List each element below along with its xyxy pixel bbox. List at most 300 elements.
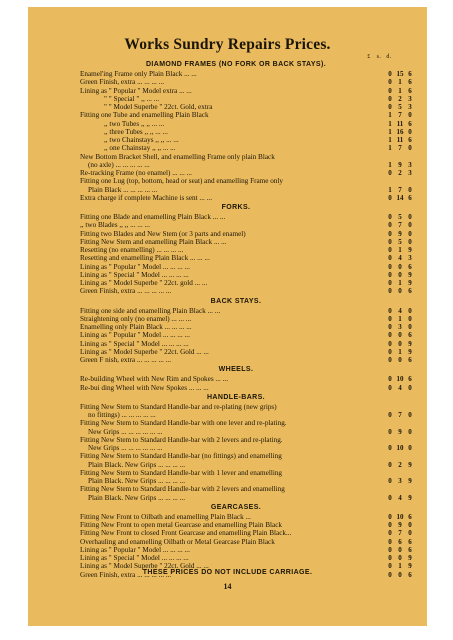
price-pence: 0 [408,185,412,194]
price-shillings: 4 [398,383,402,392]
price-pounds: 1 [388,136,392,144]
item-description: Lining as " Popular " Model ... ... ... ... [80,545,190,554]
catalog-page [28,7,427,626]
price-pence: 9 [408,477,412,485]
price-pounds: 1 [388,160,392,169]
item-description: Lining as " Popular " Model extra ... ... [80,86,192,95]
price-pounds: 1 [388,111,392,120]
price-shillings: 7 [398,111,402,120]
price-row [80,493,412,502]
price-shillings: 9 [398,160,402,169]
price-pounds: 0 [388,254,392,263]
price-pence: 3 [408,160,412,169]
price-pounds: 0 [388,529,392,538]
price-row [80,477,412,485]
price-row [80,119,412,128]
item-price [385,87,421,95]
price-row [80,127,412,136]
item-description: ,, one Chainstay ,, ,, ... ... [104,144,176,153]
price-pence: 0 [408,427,412,436]
price-pounds: 0 [388,477,392,485]
price-row [80,314,412,323]
price-shillings: 0 [398,339,402,348]
price-shillings: 2 [398,94,402,103]
item-price [385,161,421,169]
price-row [80,153,392,161]
price-shillings: 1 [398,279,402,287]
price-shillings: 11 [396,136,404,144]
item-price [385,263,421,271]
price-shillings: 11 [396,119,404,128]
price-row [80,403,392,411]
price-pounds: 0 [388,237,392,246]
item-price [385,186,421,194]
price-pounds: 0 [388,347,392,356]
price-pence: 0 [408,127,412,136]
price-shillings: 5 [398,237,402,246]
section-heading: WHEELS. [218,366,254,374]
item-description: Green Finish, extra ... ... ... ... [80,78,165,87]
price-pence: 6 [408,262,412,271]
price-pence: 6 [408,356,412,364]
item-description: New Bottom Bracket Shell, and enamelling Frame only plain Black [80,152,275,161]
price-row [80,86,412,95]
item-price [385,271,421,279]
price-shillings: 5 [398,103,402,111]
price-row [80,512,412,521]
price-row [80,221,412,230]
pounds-header: £ [367,54,371,60]
price-pounds: 0 [388,375,392,384]
item-description: New Grips ... ... ... ... ... ... [88,444,163,452]
item-description: Green Finish, extra ... ... ... ... ... [80,287,172,296]
item-description: Lining as " Special " Model ... ... ... ... [80,339,189,348]
price-pounds: 0 [388,545,392,554]
item-description: Fitting New Stem to Standard Handle-bar with 1 lever and enamelling [80,468,283,477]
item-description: Fitting one Lug (top, bottom, head or seat) and enamelling Frame only [80,177,284,186]
price-shillings: 2 [398,460,402,469]
price-shillings: 1 [398,562,402,571]
price-row [80,331,412,340]
price-row [80,436,392,444]
item-price [385,356,421,364]
price-pounds: 0 [388,78,392,87]
item-price [385,287,421,295]
item-description: ,, two Blades ,, ,, ... ... ... [80,221,150,230]
item-description: New Grips ... ... ... ... ... ... [88,427,163,436]
price-pence: 9 [408,554,412,562]
price-row [80,537,412,546]
price-pounds: 0 [388,512,392,521]
item-price [385,546,421,554]
price-pounds: 0 [388,287,392,296]
price-row [80,521,412,529]
price-row [80,411,412,419]
price-pounds: 0 [388,262,392,271]
item-description: " " Special " ,, ... ... [104,94,160,103]
item-price [385,136,421,144]
price-row [80,185,412,194]
price-shillings: 7 [398,529,402,538]
item-description: Re-building Wheel with New Rim and Spokes ... ... [80,375,228,384]
item-price [385,230,421,238]
price-pence: 9 [408,460,412,469]
item-description: Green Finish, extra ... ... ... ... ... [80,570,172,579]
price-pence: 0 [408,411,412,419]
price-row [80,160,412,169]
price-row [80,70,412,78]
item-description: Fitting New Stem to Standard Handle-bar with 2 levers and re-plating. [80,435,283,444]
price-pounds: 0 [388,427,392,436]
item-price [385,323,421,331]
item-price [385,494,421,502]
item-price [385,384,421,392]
price-row [80,270,412,279]
price-pounds: 0 [388,314,392,323]
section-heading: GEARCASES. [210,503,262,511]
section-heading: FORKS. [221,204,251,211]
item-price [385,279,421,287]
price-pence: 6 [408,512,412,521]
item-price [385,307,421,315]
price-pounds: 0 [388,70,392,78]
price-row [80,469,392,477]
price-pence: 6 [408,331,412,340]
price-pounds: 0 [388,383,392,392]
price-pence: 0 [408,111,412,120]
item-description: Fitting two Blades and New Stem (or 3 parts and enamel) [80,229,246,238]
price-pence: 6 [408,78,412,87]
carriage-note: THESE PRICES DO NOT INCLUDE CARRIAGE. [142,569,313,576]
item-price [385,128,421,136]
price-row [80,485,392,493]
price-pounds: 0 [388,521,392,529]
item-description: (no axle) ... ... ... ... ... [88,160,150,169]
item-price [385,529,421,537]
item-description: Re-bui ding Wheel with New Spokes ... ... ... [80,383,209,392]
price-shillings: 6 [398,537,402,546]
price-pence: 0 [408,144,412,153]
price-shillings: 0 [398,270,402,279]
item-price [385,411,421,419]
price-shillings: 0 [398,554,402,562]
price-pence: 6 [408,193,412,202]
price-row [80,254,412,263]
item-price [385,461,421,469]
price-row [80,111,412,120]
item-description: Plain Black. New Grips ... ... ... ... [88,477,186,485]
price-pence: 3 [408,103,412,111]
price-pounds: 0 [388,323,392,331]
price-pence: 6 [408,375,412,384]
price-shillings: 0 [398,262,402,271]
price-shillings: 7 [398,144,402,153]
price-pounds: 0 [388,554,392,562]
price-pence: 0 [408,237,412,246]
item-description: Re-tracking Frame (no enamel) ... ... ... [80,169,192,177]
price-row [80,237,412,246]
item-price [385,144,421,152]
item-description: no fittings) ... ... ... ... ... [88,411,156,419]
item-description: Lining as " Popular " Model ... ... ... ... [80,331,190,340]
item-description: ,, two Tubes ,, ,, ... ... [104,119,165,128]
item-price [385,238,421,246]
price-row [80,262,412,271]
price-pounds: 0 [388,193,392,202]
price-shillings: 14 [396,193,404,202]
price-pence: 6 [408,545,412,554]
price-row [80,375,412,384]
price-pounds: 0 [388,356,392,364]
price-pounds: 0 [388,493,392,502]
price-row [80,356,412,364]
item-description: Resetting and enamelling Plain Black ... ... ... [80,254,210,263]
price-pence: 6 [408,287,412,296]
pence-header: d. [386,54,392,60]
item-price [385,246,421,254]
item-price [385,78,421,86]
price-row [80,460,412,469]
item-price [385,213,421,221]
price-row [80,279,412,287]
item-price [385,95,421,103]
item-price [385,521,421,529]
price-pence: 3 [408,169,412,177]
price-pence: 0 [408,521,412,529]
price-pence: 0 [408,323,412,331]
price-shillings: 0 [398,570,402,579]
item-description: Overhauling and enamelling Oilbath or Metal Gearcase Plain Black [80,537,275,546]
price-shillings: 4 [398,254,402,263]
price-row [80,213,412,221]
price-pounds: 0 [388,444,392,452]
price-pence: 6 [408,119,412,128]
item-description: Extra charge if complete Machine is sent ... ... [80,193,212,202]
price-row [80,94,412,103]
item-description: Lining as " Model Superbe " 22ct. Gold ... ... [80,562,209,571]
item-price [385,513,421,521]
item-description: Fitting New Stem to Standard Handle-bar and re-plating (new grips) [80,402,277,411]
item-price [385,554,421,562]
item-description: Lining as " Special " Model ... ... ... ... [80,270,189,279]
item-description: Enamel'ing Frame only Plain Black ... ... [80,70,197,78]
price-shillings: 16 [396,127,404,136]
item-price [385,221,421,229]
item-description: Fitting New Front to Oilbath and enamelling Plain Black ... [80,512,251,521]
item-description: Fitting New Front to open metal Gearcase and enamelling Plain Black [80,521,282,529]
price-pounds: 0 [388,86,392,95]
item-description: Straightening only (no enamel) ... ... ... [80,314,192,323]
price-shillings: 5 [398,213,402,221]
price-pounds: 0 [388,460,392,469]
price-row [80,323,412,331]
section-heading: HANDLE-BARS. [206,393,266,401]
price-pence: 9 [408,493,412,502]
price-pounds: 0 [388,103,392,111]
price-pounds: 1 [388,119,392,128]
item-description: ,, two Chainstays ,, ,, ... ... [104,136,179,144]
item-price [385,375,421,383]
price-shillings: 10 [396,375,404,384]
item-description: ,, three Tubes ,, ,, ... ... [104,127,168,136]
price-row [80,554,412,562]
item-price [385,70,421,78]
price-pounds: 0 [388,169,392,177]
price-pounds: 0 [388,411,392,419]
price-shillings: 7 [398,221,402,230]
price-row [80,529,412,538]
price-pence: 9 [408,347,412,356]
price-shillings: 4 [398,306,402,315]
price-shillings: 1 [398,347,402,356]
price-pence: 0 [408,213,412,221]
price-row [80,419,392,427]
price-pounds: 0 [388,339,392,348]
price-shillings: 1 [398,314,402,323]
price-shillings: 1 [398,86,402,95]
item-description: Fitting one Tube and enamelling Plain Black [80,111,209,120]
price-pence: 9 [408,279,412,287]
price-shillings: 15 [396,70,404,78]
price-pounds: 0 [388,221,392,230]
price-pence: 0 [408,314,412,323]
price-row [80,306,412,315]
price-shillings: 7 [398,411,402,419]
item-description: Lining as " Model Superbe " 22ct. gold ... ... [80,279,208,287]
item-description: Lining as " Model Superbe " 22ct. Gold ... ... [80,347,209,356]
price-pence: 0 [408,229,412,238]
price-shillings: 4 [398,493,402,502]
price-pence: 3 [408,94,412,103]
price-row [80,103,412,111]
price-shillings: 0 [398,545,402,554]
price-pounds: 1 [388,127,392,136]
price-row [80,78,412,87]
item-description: Resetting (no enamelling) ... ... ... ... [80,246,184,254]
item-description: Fitting New Stem to Standard Handle-bar with 2 levers and enamelling [80,485,285,494]
page-number: 14 [223,582,232,591]
item-price [385,254,421,262]
section-heading: DIAMOND FRAMES (NO FORK OR BACK STAYS). [145,61,327,68]
item-description: Fitting one Blade and enamelling Plain Black ... ... [80,213,226,221]
price-row [80,383,412,392]
item-description: Plain Black. New Grips ... ... ... ... [88,493,186,502]
price-row [80,339,412,348]
price-pence: 6 [408,70,412,78]
price-row [80,287,412,296]
item-description: Fitting New Front to closed Front Gearcase and enamelling Plain Black... [80,529,292,538]
price-row [80,177,392,185]
price-shillings: 9 [398,521,402,529]
price-pence: 0 [408,529,412,538]
price-pence: 6 [408,136,412,144]
item-description: " " Model Superbe " 22ct. Gold, extra [104,103,213,111]
price-shillings: 9 [398,427,402,436]
price-shillings: 10 [396,512,404,521]
item-description: Plain Black ... ... ... ... ... [88,185,158,194]
price-row [80,136,412,144]
price-pence: 6 [408,570,412,579]
price-pounds: 0 [388,94,392,103]
item-description: Fitting one side and enamelling Plain Black ... ... [80,306,221,315]
price-pounds: 0 [388,306,392,315]
price-shillings: 3 [398,323,402,331]
price-list [80,59,412,579]
item-description: Fitting New Stem and enamelling Plain Black ... ... [80,237,227,246]
item-price [385,444,421,452]
page-title: Works Sundry Repairs Prices. [124,36,331,53]
item-price [385,120,421,128]
price-shillings: 9 [398,229,402,238]
price-shillings: 3 [398,477,402,485]
price-pence: 9 [408,562,412,571]
item-price [385,340,421,348]
price-shillings: 2 [398,169,402,177]
price-pence: 0 [408,444,412,452]
price-pence: 6 [408,86,412,95]
price-pence: 3 [408,254,412,263]
item-price [385,428,421,436]
price-pence: 0 [408,221,412,230]
price-pounds: 0 [388,279,392,287]
price-pence: 9 [408,339,412,348]
item-description: Fitting New Stem to Standard Handle-bar (no fittings) and enamelling [80,452,282,461]
price-row [80,444,412,452]
item-description: Plain Black. New Grips ... ... ... ... [88,460,186,469]
price-pounds: 0 [388,229,392,238]
price-pounds: 0 [388,562,392,571]
price-row [80,169,412,177]
item-price [385,477,421,485]
price-pounds: 0 [388,570,392,579]
price-row [80,545,412,554]
item-price [385,194,421,202]
price-row [80,144,412,153]
price-row [80,246,412,254]
item-price [385,538,421,546]
price-pence: 9 [408,270,412,279]
price-row [80,347,412,356]
price-shillings: 7 [398,185,402,194]
price-pounds: 0 [388,331,392,340]
price-shillings: 1 [398,78,402,87]
item-description: Green F nish, extra ... ... ... ... ... [80,356,172,364]
price-shillings: 1 [398,246,402,254]
item-description: Lining as " Special " Model ... ... ... ... [80,554,189,562]
shillings-header: s. [376,54,382,60]
item-price [385,111,421,119]
price-pence: 9 [408,246,412,254]
price-pounds: 1 [388,144,392,153]
item-price [385,348,421,356]
item-price [385,169,421,177]
price-pounds: 0 [388,246,392,254]
item-description: Lining as " Popular " Model ... ... ... ... [80,262,190,271]
item-price [385,315,421,323]
price-shillings: 0 [398,287,402,296]
price-pounds: 1 [388,185,392,194]
price-row [80,229,412,238]
item-price [385,103,421,111]
price-pence: 6 [408,537,412,546]
item-description: Fitting New Stem to Standard Handle-bar with one lever and re-plating. [80,419,287,428]
price-shillings: 0 [398,331,402,340]
price-pence: 0 [408,306,412,315]
price-pounds: 0 [388,537,392,546]
price-shillings: 0 [398,356,402,364]
price-pounds: 0 [388,213,392,221]
price-row [80,452,392,460]
